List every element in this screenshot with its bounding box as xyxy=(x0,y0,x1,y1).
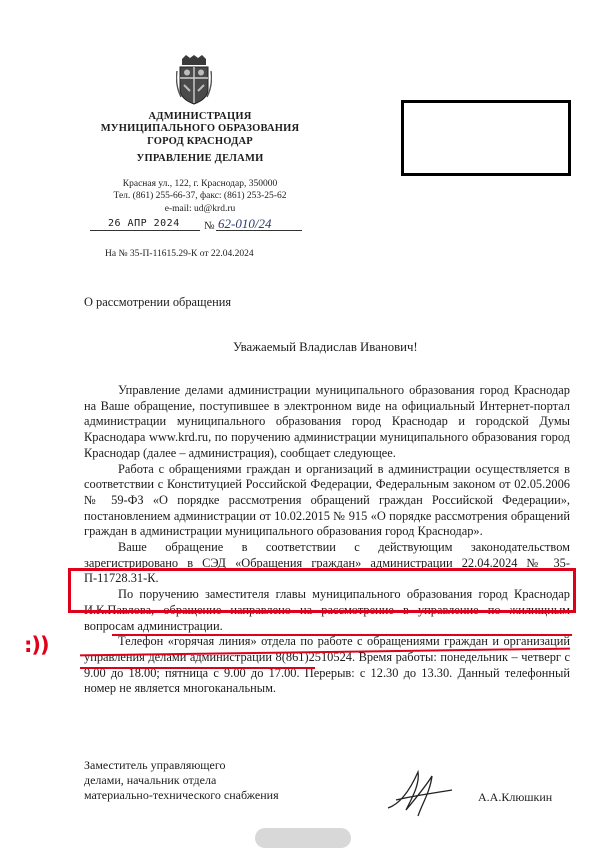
handwritten-signature-icon xyxy=(382,764,462,824)
signature-title-line-2: делами, начальник отдела xyxy=(84,773,217,787)
letter-subject: О рассмотрении обращения xyxy=(84,295,232,309)
number-prefix: № xyxy=(204,220,215,232)
underline-1 xyxy=(112,634,572,636)
incoming-reference: На № 35-П-11615.29-К от 22.04.2024 xyxy=(105,249,254,259)
viewer-overlay-handle[interactable] xyxy=(255,828,351,848)
underline-3 xyxy=(80,667,315,669)
signature-title-line-1: Заместитель управляющего xyxy=(84,758,226,772)
redacted-recipient-box xyxy=(401,100,571,176)
org-address: Красная ул., 122, г. Краснодар, 350000 xyxy=(122,179,278,189)
paragraph-hotline: Телефон «горячая линия» отдела по работе с обращениями граждан и организаций управления делами администрации 8(861)2510524. Время работы: понедельник – четверг с 9.00 до 18.00; пятница с 9.00 до 17.00. Перерыв: с 12.30 до 13.30. Данный телефонный номер не является многоканальным. xyxy=(84,634,570,696)
org-name-line-2: МУНИЦИПАЛЬНОГО ОБРАЗОВАНИЯ xyxy=(100,123,300,134)
org-phone: Тел. (861) 255-66-37, факс: (861) 253-25-62 xyxy=(113,191,287,201)
signatory-name: А.А.Клюшкин xyxy=(478,790,553,804)
document-number: 62-010/24 xyxy=(218,216,272,231)
org-email: e-mail: ud@krd.ru xyxy=(164,204,236,214)
smiley-annotation: :)) xyxy=(24,633,49,657)
document-date: 26 АПР 2024 xyxy=(108,218,180,229)
signature-title-line-3: материально-технического снабжения xyxy=(84,788,279,802)
registration-line xyxy=(90,216,310,232)
highlight-registration-box xyxy=(68,568,576,613)
signature-title xyxy=(84,758,279,803)
paragraph-redirect: По поручению заместителя главы муниципального образования город Краснодар И.К.Павлова, обращение направлено на рассмотрение в управление по жилищным вопросам администрации. xyxy=(84,587,570,633)
paragraph-intro: Управление делами администрации муниципального образования город Краснодар на Ваше обращение, поступившее в электронном виде на официальный Интернет-портал администрации муниципального образования город Краснодар и городской Думы Краснодара www.krd.ru, по поручению администрации муниципального образования город Краснодар (далее – администрация), сообщает следующее. xyxy=(84,383,570,460)
org-name-line-1: АДМИНИСТРАЦИЯ xyxy=(148,111,252,122)
letter-greeting: Уважаемый Владислав Иванович! xyxy=(233,340,418,354)
org-name-line-3: ГОРОД КРАСНОДАР xyxy=(147,136,253,147)
paragraph-registration: Ваше обращение в соответствии с действующим законодательством зарегистрировано в СЭД «Обращения граждан» администрации 22.04.2024 № 35-П-11728.31-К. xyxy=(84,540,570,586)
coat-of-arms-icon xyxy=(176,55,212,105)
paragraph-legal-basis: Работа с обращениями граждан и организаций в администрации осуществляется в соответствии с Конституцией Российской Федерации, Федеральным законом от 02.05.2006 № 59-ФЗ «О порядке рассмотрения обращений граждан Российской Федерации», постановлением администрации от 10.02.2015 № 915 «О порядке рассмотрения обращений граждан в администрации муниципального образования город Краснодар». xyxy=(84,461,570,539)
org-name-line-4: УПРАВЛЕНИЕ ДЕЛАМИ xyxy=(136,153,264,164)
